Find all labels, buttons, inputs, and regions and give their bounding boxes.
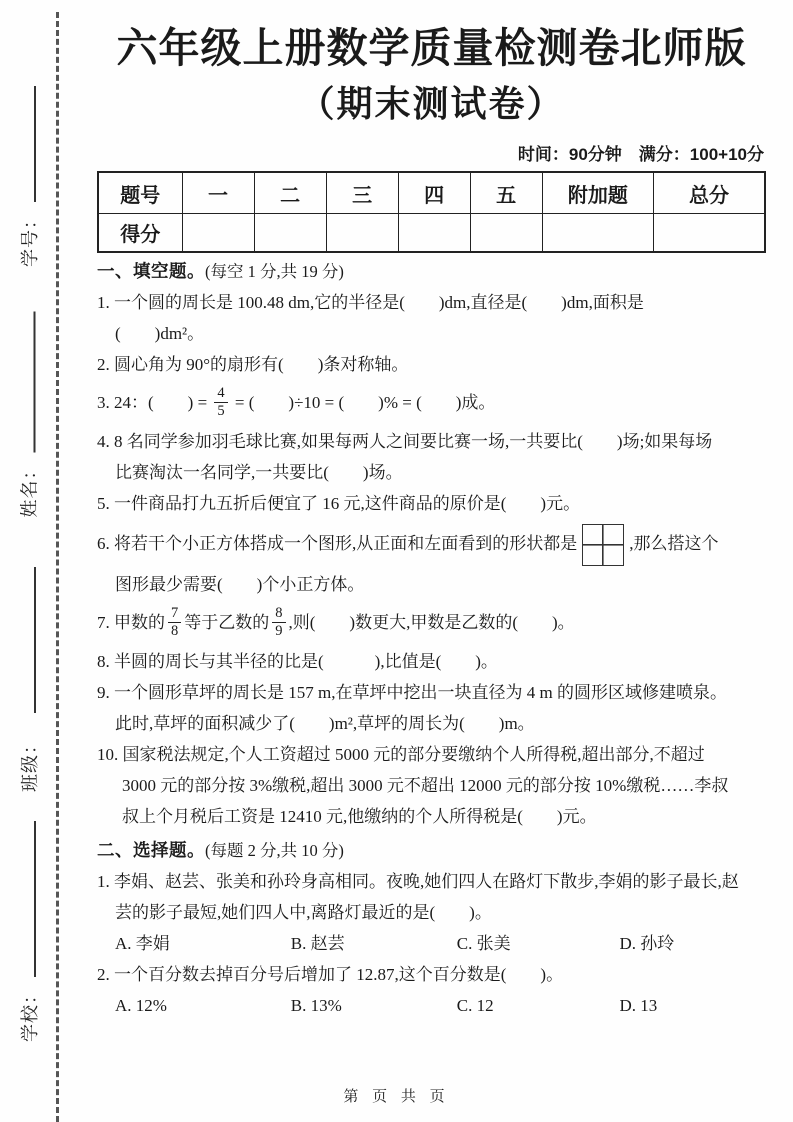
school-field — [16, 822, 42, 1042]
question-6 — [97, 519, 766, 600]
fraction-numerator: 4 — [214, 385, 227, 403]
question-text: 2. 一个百分数去掉百分号后增加了 12.87,这个百分数是( )。 — [97, 965, 564, 984]
question-text: 3000 元的部分按 3%缴税,超出 3000 元不超出 12000 元的部分按 10%缴税……李叔 — [122, 776, 729, 795]
fraction-denominator: 9 — [275, 622, 283, 639]
fraction-denominator: 8 — [171, 622, 179, 639]
options-row — [97, 990, 766, 1021]
question-text: ,则( )数更大,甲数是乙数的( )。 — [288, 613, 575, 632]
question-text: 比赛淘汰一名同学,一共要比( )场。 — [115, 463, 403, 482]
question-text: 叔上个月税后工资是 12410 元,他缴纳的个人所得税是( )元。 — [122, 807, 597, 826]
question-text: 9. 一个圆形草坪的周长是 157 m,在草坪中挖出一块直径为 4 m 的圆形区域修建喷泉。 — [97, 683, 727, 702]
option-d: D. 孙玲 — [619, 934, 675, 953]
choice-question-1 — [97, 866, 766, 959]
question-text: 此时,草坪的面积减少了( )m²,草坪的周长为( )m。 — [115, 714, 535, 733]
fraction-8-9 — [272, 605, 285, 639]
student-name-blank-line — [29, 312, 36, 453]
score-cell — [654, 214, 765, 253]
question-3 — [97, 380, 766, 426]
section2-heading — [97, 835, 766, 866]
score-cell — [182, 214, 254, 253]
score-table-header-cell: 题号 — [98, 172, 182, 214]
option-a: A. 李娟 — [115, 934, 170, 953]
student-id-field — [16, 87, 42, 267]
question-text: 图形最少需要( )个小正方体。 — [115, 575, 365, 594]
score-cell — [542, 214, 653, 253]
fraction-numerator: 8 — [272, 605, 285, 623]
student-name-field — [16, 313, 42, 518]
question-text: = ( )÷10 = ( )% = ( )成。 — [230, 393, 496, 412]
question-text-with-figure — [97, 519, 766, 569]
question-text: ( )dm²。 — [115, 324, 205, 343]
question-10 — [97, 739, 766, 832]
student-id-label: 学号： — [20, 210, 40, 267]
question-text: 1. 一个圆的周长是 100.48 dm,它的半径是( )dm,直径是( )dm,面积是 — [97, 293, 644, 312]
option-a: A. 12% — [115, 996, 167, 1015]
question-text: 10. 国家税法规定,个人工资超过 5000 元的部分要缴纳个人所得税,超出部分,不超过 — [97, 745, 705, 764]
option-b: B. 13% — [290, 996, 342, 1015]
question-1 — [97, 287, 766, 349]
class-label: 班级： — [20, 735, 40, 792]
score-table-header-cell: 附加题 — [542, 172, 653, 214]
question-text: ,那么搭这个 — [629, 534, 719, 553]
score-row-label: 得分 — [98, 214, 182, 253]
score-cell — [326, 214, 398, 253]
option-c: C. 张美 — [456, 934, 511, 953]
question-text: 7. 甲数的 — [97, 613, 165, 632]
fraction-denominator: 5 — [217, 402, 225, 419]
score-table-header-cell: 二 — [254, 172, 326, 214]
score-table-score-row — [98, 214, 765, 253]
paper-content — [97, 0, 766, 1021]
question-text: 等于乙数的 — [184, 613, 270, 632]
score-cell — [254, 214, 326, 253]
option-b: B. 赵芸 — [290, 934, 345, 953]
score-table-header-cell: 总分 — [654, 172, 765, 214]
paper-title: 六年级上册数学质量检测卷北师版 — [116, 25, 747, 71]
class-blank-line — [29, 567, 36, 713]
cube-views-grid-figure — [582, 524, 624, 566]
fraction-7-8 — [168, 605, 181, 639]
section2-note: (每题 2 分,共 10 分) — [205, 841, 344, 860]
section1-title: 一、填空题。 — [97, 261, 205, 281]
section2-title: 二、选择题。 — [97, 840, 205, 860]
options-row — [97, 928, 766, 959]
school-label: 学校： — [20, 985, 40, 1042]
score-table — [97, 171, 766, 253]
question-text: 3. 24：( ) = — [97, 393, 212, 412]
score-table-header-cell: 五 — [470, 172, 542, 214]
fraction-4-5 — [214, 385, 227, 419]
question-text: 6. 将若干个小正方体搭成一个图形,从正面和左面看到的形状都是 — [97, 534, 578, 553]
score-cell — [398, 214, 470, 253]
score-table-header-cell: 四 — [398, 172, 470, 214]
binding-dashed-line — [56, 12, 59, 1122]
page-footer: 第 页 共 页 — [343, 1089, 450, 1105]
time-score-info: 时间：90分钟 满分：100+10分 — [517, 145, 764, 164]
question-2: 2. 圆心角为 90°的扇形有( )条对称轴。 — [97, 355, 409, 374]
school-blank-line — [29, 821, 36, 977]
question-text: 4. 8 名同学参加羽毛球比赛,如果每两人之间要比赛一场,一共要比( )场;如果每场 — [97, 432, 713, 451]
fraction-numerator: 7 — [168, 605, 181, 623]
class-field — [16, 572, 42, 792]
student-name-label: 姓名： — [19, 460, 40, 518]
question-8: 8. 半圆的周长与其半径的比是( ),比值是( )。 — [97, 652, 498, 671]
option-c: C. 12 — [456, 996, 494, 1015]
question-9 — [97, 677, 766, 739]
score-table-header-cell: 三 — [326, 172, 398, 214]
section1-note: (每空 1 分,共 19 分) — [205, 262, 344, 281]
choice-question-2 — [97, 959, 766, 1021]
section1-heading — [97, 256, 766, 287]
question-5: 5. 一件商品打九五折后便宜了 16 元,这件商品的原价是( )元。 — [97, 494, 581, 513]
question-7 — [97, 600, 766, 646]
score-cell — [470, 214, 542, 253]
paper-subtitle: （期末测试卷） — [298, 83, 565, 124]
option-d: D. 13 — [619, 996, 658, 1015]
score-table-header-row — [98, 172, 765, 214]
score-table-header-cell: 一 — [182, 172, 254, 214]
question-4 — [97, 426, 766, 488]
question-text: 1. 李娟、赵芸、张美和孙玲身高相同。夜晚,她们四人在路灯下散步,李娟的影子最长,赵 — [97, 872, 739, 891]
question-text: 芸的影子最短,她们四人中,离路灯最近的是( )。 — [115, 903, 492, 922]
student-id-blank-line — [29, 86, 36, 202]
